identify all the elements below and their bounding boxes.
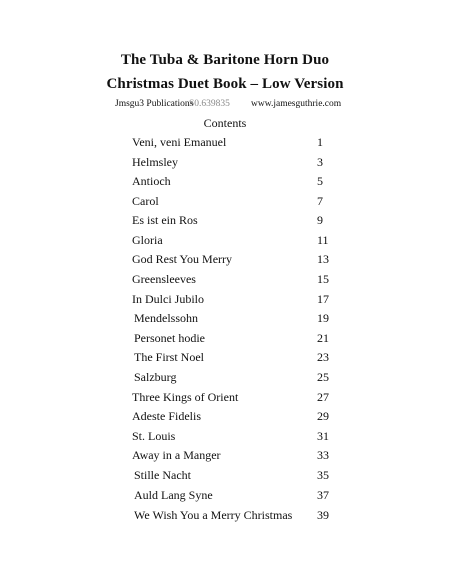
- toc-row: [0, 233, 450, 251]
- toc-title: In Dulci Jubilo: [132, 292, 204, 306]
- toc-page-number: 11: [317, 233, 329, 247]
- publisher-name: Jmsgu3 Publications: [115, 99, 194, 109]
- toc-title: Three Kings of Orient: [132, 390, 239, 404]
- toc-row: [0, 155, 450, 173]
- toc-page-number: 23: [317, 350, 329, 364]
- toc-page-number: 15: [317, 272, 329, 286]
- toc-page-number: 35: [317, 468, 329, 482]
- toc-title: We Wish You a Merry Christmas: [134, 508, 293, 522]
- toc-title: Away in a Manger: [132, 448, 221, 462]
- toc-page-number: 3: [317, 155, 323, 169]
- toc-title: God Rest You Merry: [132, 252, 233, 266]
- toc-title: The First Noel: [134, 350, 204, 364]
- toc-row: [0, 508, 450, 526]
- contents-heading: Contents: [203, 116, 247, 130]
- toc-page-number: 39: [317, 508, 329, 522]
- toc-row: [0, 213, 450, 231]
- toc-title: Auld Lang Syne: [134, 488, 213, 502]
- toc-title: Veni, veni Emanuel: [132, 135, 227, 149]
- toc-row: [0, 370, 450, 388]
- toc-page-number: 7: [317, 194, 323, 208]
- toc-title: Gloria: [132, 233, 163, 247]
- toc-title: Greensleeves: [132, 272, 196, 286]
- toc-row: [0, 174, 450, 192]
- toc-page-number: 21: [317, 331, 329, 345]
- toc-page-number: 5: [317, 174, 323, 188]
- toc-page-number: 1: [317, 135, 323, 149]
- book-subtitle: Christmas Duet Book – Low Version: [106, 76, 344, 92]
- toc-title: Antioch: [132, 174, 171, 188]
- toc-title: Personet hodie: [134, 331, 205, 345]
- toc-title: Adeste Fidelis: [132, 409, 201, 423]
- toc-title: Es ist ein Ros: [132, 213, 198, 227]
- book-title: The Tuba & Baritone Horn Duo: [120, 52, 330, 68]
- toc-title: St. Louis: [132, 429, 176, 443]
- toc-page-number: 27: [317, 390, 329, 404]
- toc-page-number: 25: [317, 370, 329, 384]
- toc-row: [0, 448, 450, 466]
- toc-row: [0, 429, 450, 447]
- toc-page-number: 33: [317, 448, 329, 462]
- serial-number: S0.639835: [189, 99, 230, 109]
- toc-title: Helmsley: [132, 155, 178, 169]
- toc-row: [0, 331, 450, 349]
- website-url: www.jamesguthrie.com: [251, 99, 342, 109]
- toc-page-number: 17: [317, 292, 329, 306]
- toc-row: [0, 409, 450, 427]
- toc-row: [0, 390, 450, 408]
- toc-row: [0, 468, 450, 486]
- toc-title: Salzburg: [134, 370, 177, 384]
- toc-page-number: 29: [317, 409, 329, 423]
- toc-title: Mendelssohn: [134, 311, 198, 325]
- toc-page-number: 31: [317, 429, 329, 443]
- toc-row: [0, 194, 450, 212]
- toc-title: Stille Nacht: [134, 468, 191, 482]
- toc-row: [0, 350, 450, 368]
- toc-page-number: 37: [317, 488, 329, 502]
- toc-row: [0, 135, 450, 153]
- toc-page-number: 19: [317, 311, 329, 325]
- toc-title: Carol: [132, 194, 159, 208]
- toc-page-number: 13: [317, 252, 329, 266]
- toc-page-number: 9: [317, 213, 323, 227]
- toc-row: [0, 252, 450, 270]
- toc-row: [0, 488, 450, 506]
- toc-row: [0, 272, 450, 290]
- toc-row: [0, 292, 450, 310]
- toc-row: [0, 311, 450, 329]
